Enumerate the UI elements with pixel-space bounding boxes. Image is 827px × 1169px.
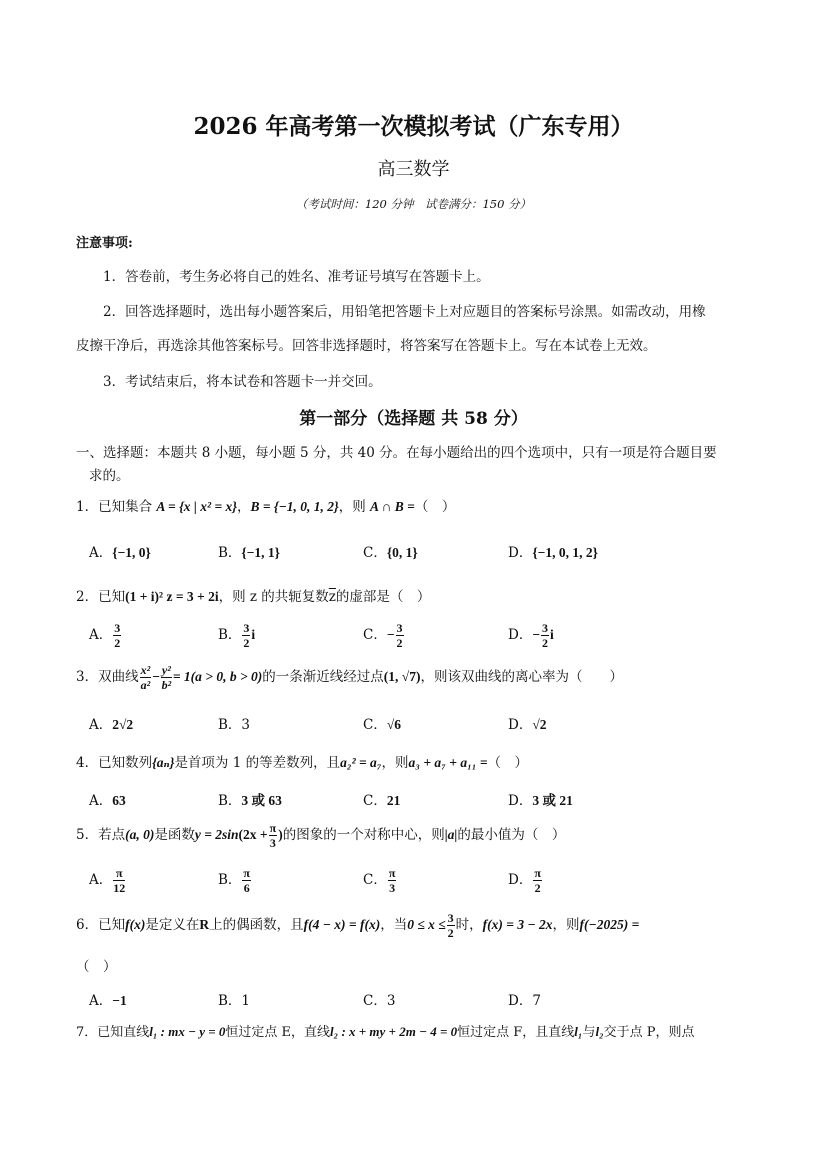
q1-option-d-label: D． [508,545,533,561]
q3-option-c-label: C． [363,717,387,733]
q5-d-num: π [534,866,541,880]
q6-range-den: 2 [447,926,454,940]
question-5-stem [76,822,565,849]
q3-lead: 3．双曲线 [76,669,139,685]
q6-lead: 6．已知 [76,917,126,933]
q1-option-a[interactable] [89,541,151,561]
q7-lead: 7．已知直线 [76,1025,150,1040]
q6-option-d-text: 7 [532,993,541,1009]
q3-point: (1, √7) [383,669,421,684]
q2-option-d[interactable] [508,622,554,649]
q5-frac-num: π [269,821,277,835]
q2-d-suffix: i [550,627,554,642]
q6-fx: f(x) [125,917,146,932]
question-3-stem [76,664,623,691]
q6-mid: 是定义在 [145,917,200,933]
q2-option-d-fraction [541,622,549,649]
q5-tail2: 的最小值为（ ） [457,827,566,843]
q1-option-b[interactable] [218,541,280,561]
q5-abs: |a| [444,827,458,842]
q6-condition: f(4 − x) = f(x) [303,917,381,932]
q2-option-b[interactable] [218,622,255,649]
q3-fraction-y [161,664,172,691]
q6-option-c-label: C． [363,993,387,1009]
q6-range-num: 3 [447,911,454,925]
notice-item-2-line-1: 2．回答选择题时，选出每小题答案后，用铅笔把答题卡上对应题目的答案标号涂黑。如需改动，用橡 [103,304,706,320]
q4-option-c-text: 21 [386,793,401,808]
q6-option-a-text: −1 [112,993,127,1008]
q5-option-b-label: B． [218,872,242,888]
q5-function-open: (2x + [238,827,268,842]
q5-point: (a, 0) [125,827,155,842]
q6-mid4: 时， [455,917,483,933]
q5-c-num: π [388,866,396,880]
q1-option-a-label: A． [89,545,113,561]
q5-frac-den: 3 [269,836,276,850]
question-6-stem [76,912,639,939]
q5-option-c[interactable] [363,867,397,894]
q4-lead: 4．已知数列 [76,755,153,771]
q5-lead: 5．若点 [76,827,126,843]
q5-option-d-label: D． [508,872,533,888]
question-4-stem [76,751,528,771]
part-title: 第一部分（选择题 共 58 分） [299,409,528,429]
q3-fraction-x [140,664,152,691]
question-7-stem [76,1021,695,1040]
q3-option-d-text: √2 [532,717,547,732]
q6-paren: （ ） [76,959,117,975]
q6-option-b-text: 1 [241,993,251,1009]
q3-f2-den: b² [161,678,172,692]
q3-option-d[interactable] [508,713,547,733]
question-2-stem [76,585,430,605]
q6-mid3: ，当 [380,917,408,933]
q2-mid: ，则 z 的共轭复数 [218,589,329,605]
q1-option-b-text: {−1, 1} [241,545,281,560]
q7-tail: 交于点 P，则点 [603,1025,695,1040]
q3-minus: − [152,669,160,684]
q7-l1-ref: l₁ [574,1024,583,1039]
q3-eq-tail: = 1(a > 0, b > 0) [172,669,263,684]
q4-option-b-label: B． [218,793,242,809]
q3-tail: ，则该双曲线的离心率为（ ） [420,669,623,685]
q7-mid2: 恒过定点 F，且直线 [457,1025,575,1040]
q4-option-a[interactable] [89,789,126,809]
q1-expression: A ∩ B = [370,499,415,514]
q7-line-1: l₁ : mx − y = 0 [149,1024,226,1039]
q3-option-a-label: A． [89,717,113,733]
q2-equation: (1 + i)² z = 3 + 2i [125,589,219,604]
q2-c-den: 2 [396,636,403,650]
notice-item-3: 3．考试结束后，将本试卷和答题卡一并交回。 [103,374,382,390]
q6-definition: f(x) = 3 − 2x [482,917,553,932]
q6-option-c[interactable] [363,989,395,1009]
q4-condition: a₂² = a₇ [340,755,382,770]
q2-option-b-fraction [242,622,250,649]
section-instruction-line-1: 一、选择题：本题共 8 小题，每小题 5 分，共 40 分。在每小题给出的四个选项中，只有一项是符合题目要 [76,445,717,461]
q6-option-b[interactable] [218,989,250,1009]
q5-option-a-label: A． [89,872,113,888]
q6-range-head: 0 ≤ x ≤ [407,917,446,932]
notice-item-2-line-2: 皮擦干净后，再选涂其他答案标号。回答非选择题时，将答案写在答题卡上。写在本试卷上无效。 [76,338,657,354]
q7-mid3: 与 [582,1025,596,1040]
q1-option-d[interactable] [508,541,598,561]
q3-f2-num: y² [161,663,171,677]
q4-sequence: {aₙ} [152,755,175,770]
q4-option-a-text: 63 [112,793,126,808]
q1-sep: ， [236,499,251,515]
q2-c-num: 3 [396,621,403,635]
q5-option-d[interactable] [508,867,543,894]
q1-option-d-text: {−1, 0, 1, 2} [532,545,598,560]
q2-c-sign: − [386,627,395,642]
q5-a-den: 12 [113,881,126,895]
q5-function-head: y = 2sin [194,827,239,842]
q5-option-a[interactable] [89,867,126,894]
q4-option-c-label: C． [363,793,387,809]
q1-option-a-text: {−1, 0} [112,545,151,560]
q2-b-num: 3 [243,621,250,635]
q2-b-den: 2 [243,636,250,650]
q5-option-a-fraction [113,867,125,894]
q3-option-b[interactable] [218,713,250,733]
q5-option-d-fraction [533,867,542,894]
exam-subject: 高三数学 [377,159,450,180]
q4-option-b-text: 3 或 63 [241,793,282,808]
q4-mid: 是首项为 1 的等差数列，且 [174,755,341,771]
q2-option-b-label: B． [218,627,242,643]
q4-option-d-label: D． [508,793,533,809]
q5-c-den: 3 [389,881,396,895]
q3-option-c[interactable] [363,713,401,733]
q6-option-d-label: D． [508,993,533,1009]
q7-mid: 恒过定点 E，直线 [225,1025,331,1040]
q5-option-b[interactable] [218,867,252,894]
q2-option-c-label: C． [363,627,387,643]
q6-ask: f(−2025) = [579,917,640,932]
q2-option-a-label: A． [89,627,113,643]
q2-option-a[interactable] [89,622,122,649]
q5-option-c-label: C． [363,872,387,888]
exam-info: （考试时间：120 分钟 试卷满分：150 分） [295,197,532,211]
q4-option-d-text: 3 或 21 [532,793,573,808]
q1-paren: （ ） [414,499,456,515]
q5-d-den: 2 [534,881,541,895]
q2-tail: 的虚部是（ ） [335,589,431,605]
question-1-stem [76,495,455,515]
q3-option-b-text: 3 [241,717,251,733]
q6-option-d[interactable] [508,989,541,1009]
q2-lead: 2．已知 [76,589,126,605]
q1-set-a: A = {x | x² = x} [156,499,237,514]
q2-option-a-fraction [113,622,121,649]
q3-f1-num: x² [140,663,151,677]
q7-line-2: l₂ : x + my + 2m − 4 = 0 [330,1024,458,1039]
q6-option-a-label: A． [89,993,113,1009]
q6-mid5: ，则 [552,917,580,933]
q5-option-c-fraction [388,867,397,894]
q2-b-suffix: i [251,627,256,642]
q3-option-b-label: B． [218,717,242,733]
q2-option-c-fraction [396,622,404,649]
exam-title: 2026 年高考第一次模拟考试（广东专用） [193,113,634,140]
q2-option-c[interactable] [363,622,405,649]
q4-option-a-label: A． [89,793,113,809]
q4-paren: （ ） [487,755,529,771]
q2-option-d-label: D． [508,627,533,643]
q5-b-den: 6 [243,881,250,895]
notice-heading: 注意事项: [76,236,133,251]
q1-option-b-label: B． [218,545,242,561]
q5-tail: 的图象的一个对称中心，则 [282,827,445,843]
q5-mid: 是函数 [154,827,195,843]
q4-option-d[interactable] [508,789,573,809]
q4-expression: a₃ + a₇ + a₁₁ = [408,755,488,770]
q6-mid2: 上的偶函数，且 [209,917,304,933]
q5-function-fraction [269,822,278,849]
q6-option-c-text: 3 [386,993,396,1009]
q3-f1-den: a² [140,678,151,692]
q3-option-c-text: √6 [386,717,402,732]
q3-option-a[interactable] [89,713,133,733]
q5-function-close: ) [278,827,283,842]
q1-set-b: B = {−1, 0, 1, 2} [250,499,339,514]
q4-option-c[interactable] [363,789,400,809]
q3-mid: 的一条渐近线经过点 [262,669,384,685]
q1-option-c-text: {0, 1} [386,545,418,560]
q6-range-fraction [447,912,455,939]
q2-d-sign: − [532,627,541,642]
notice-item-1: 1．答卷前，考生务必将自己的姓名、准考证号填写在答题卡上。 [103,269,490,285]
q1-option-c-label: C． [363,545,387,561]
q6-option-a[interactable] [89,989,127,1009]
q2-zbar: $\overline{z}$ [328,589,336,605]
q1-tail: ，则 [338,499,371,515]
q5-b-num: π [243,866,250,880]
q4-mid2: ，则 [381,755,409,771]
q2-a-den: 2 [114,636,121,650]
q1-option-c[interactable] [363,541,418,561]
q7-l2-ref: l₂ [595,1024,604,1039]
q6-reals: R [199,917,210,932]
q6-option-b-label: B． [218,993,242,1009]
q1-lead: 1．已知集合 [76,499,157,515]
q3-option-d-label: D． [508,717,533,733]
q3-option-a-text: 2√2 [112,717,134,732]
q5-a-num: π [113,867,125,881]
q4-option-b[interactable] [218,789,282,809]
q2-d-den: 2 [542,636,549,650]
q2-d-num: 3 [542,621,549,635]
q5-option-b-fraction [242,867,251,894]
section-instruction-line-2: 求的。 [89,468,130,484]
q2-a-num: 3 [114,621,121,635]
